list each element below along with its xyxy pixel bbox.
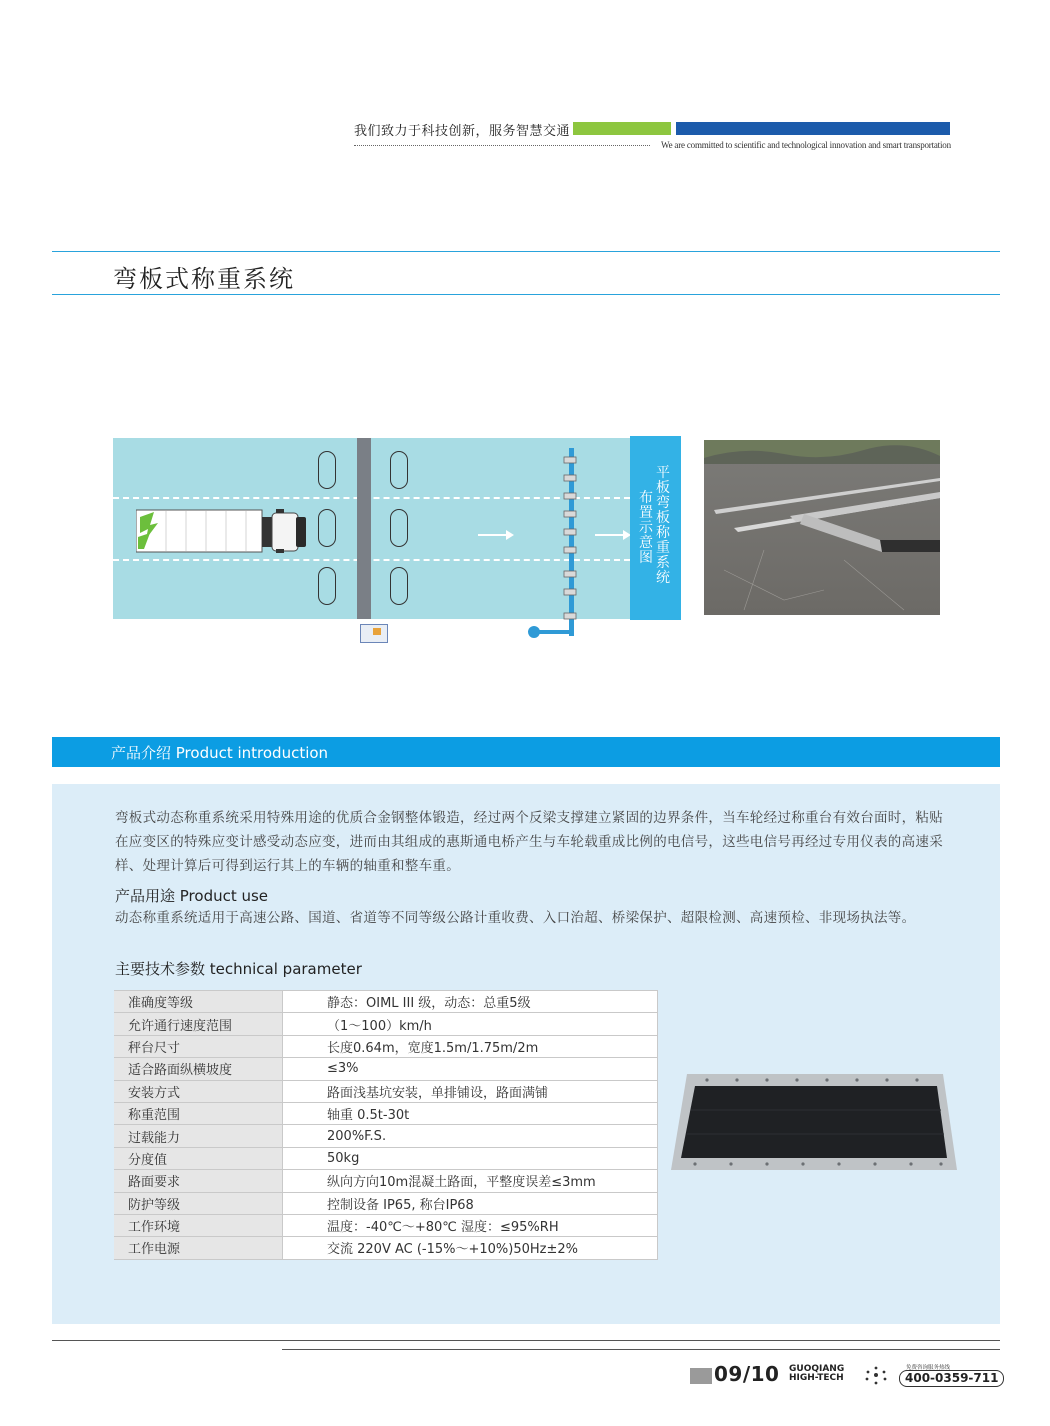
- tech-param-table: [114, 990, 658, 1260]
- bending-plate-product-image: [671, 1074, 957, 1170]
- param-key: 秤台尺寸: [114, 1035, 283, 1057]
- param-value: 路面浅基坑安装，单排铺设，路面满铺: [283, 1080, 658, 1102]
- param-key: 安装方式: [114, 1080, 283, 1102]
- tech-param-heading: 主要技术参数 technical parameter: [115, 960, 362, 978]
- param-key: 称重范围: [114, 1102, 283, 1124]
- diagram-caption-panel: [630, 436, 681, 620]
- slogan-chinese: 我们致力于科技创新，服务智慧交通: [354, 124, 571, 139]
- hotline-label: 免费咨询服务热线: [906, 1365, 951, 1371]
- title-rule-bottom: [52, 294, 1000, 295]
- param-key: 准确度等级: [114, 991, 283, 1013]
- table-row: [114, 1147, 658, 1169]
- param-key: 允许通行速度范围: [114, 1013, 283, 1035]
- table-row: [114, 1237, 658, 1259]
- slogan-english: We are committed to scientific and technological innovation and smart transportation: [661, 140, 951, 150]
- table-row: [114, 1170, 658, 1192]
- param-value: 控制设备 IP65, 称台IP68: [283, 1192, 658, 1214]
- brand-name: [789, 1365, 844, 1383]
- diagram-caption-left: 布置示意图: [639, 490, 653, 566]
- table-row: [114, 1214, 658, 1236]
- param-key: 分度值: [114, 1147, 283, 1169]
- loop-sensor: [318, 509, 336, 547]
- arrow-right-icon: [478, 530, 514, 540]
- page-number: 09/10: [714, 1362, 780, 1386]
- param-value: 温度：-40℃～+80℃ 湿度：≤95%RH: [283, 1214, 658, 1236]
- lane-divider: [113, 497, 630, 499]
- slogan-green-bar: [573, 122, 671, 135]
- truck-icon: [136, 509, 310, 553]
- table-row: [114, 1080, 658, 1102]
- table-row: [114, 1058, 658, 1080]
- table-row: [114, 1013, 658, 1035]
- road-install-photo: [704, 440, 940, 615]
- loop-sensor: [318, 451, 336, 489]
- loop-sensor: [390, 509, 408, 547]
- param-value: 静态：OIML III 级，动态：总重5级: [283, 991, 658, 1013]
- loop-sensor: [390, 567, 408, 605]
- param-value: ≤3%: [283, 1058, 658, 1080]
- param-key: 防护等级: [114, 1192, 283, 1214]
- table-row: [114, 1125, 658, 1147]
- lane-divider: [113, 559, 630, 561]
- page-title: 弯板式称重系统: [113, 265, 295, 293]
- loop-sensor: [318, 567, 336, 605]
- product-use-heading: 产品用途 Product use: [115, 887, 269, 905]
- hotline-number: 400-0359-711: [899, 1370, 1004, 1387]
- param-value: 轴重 0.5t-30t: [283, 1102, 658, 1124]
- param-value: （1～100）km/h: [283, 1013, 658, 1035]
- param-key: 过载能力: [114, 1125, 283, 1147]
- table-row: [114, 1035, 658, 1057]
- param-value: 50kg: [283, 1147, 658, 1169]
- param-key: 工作环境: [114, 1214, 283, 1236]
- table-row: [114, 991, 658, 1013]
- slogan-blue-bar: [676, 122, 950, 135]
- diagram-caption-right: 平板弯板称重系统: [656, 465, 670, 586]
- footer-rule: [282, 1349, 1000, 1350]
- hotline-icon: [864, 1365, 888, 1385]
- param-value: 交流 220V AC (-15%～+10%)50Hz±2%: [283, 1237, 658, 1259]
- param-key: 路面要求: [114, 1170, 283, 1192]
- brand-line-1: GUOQIANG: [789, 1364, 845, 1374]
- section-title: 产品介绍 Product introduction: [111, 744, 329, 762]
- table-row: [114, 1102, 658, 1124]
- arrow-right-icon: [595, 530, 631, 540]
- slogan-divider: [354, 145, 650, 146]
- param-value: 纵向方向10m混凝土路面，平整度误差≤3mm: [283, 1170, 658, 1192]
- camera-array-icon: [562, 455, 584, 625]
- param-key: 工作电源: [114, 1237, 283, 1259]
- weighing-strip: [357, 438, 371, 619]
- page-marker: [690, 1368, 712, 1384]
- param-key: 适合路面纵横坡度: [114, 1058, 283, 1080]
- param-value: 长度0.64m，宽度1.5m/1.75m/2m: [283, 1035, 658, 1057]
- product-use-text: 动态称重系统适用于高速公路、国道、省道等不同等级公路计重收费、入口治超、桥梁保护、超限检测、高速预检、非现场执法等。: [115, 910, 916, 926]
- intro-paragraph: 弯板式动态称重系统采用特殊用途的优质合金钢整体锻造，经过两个反梁支撑建立紧固的边界条件，当车轮经过称重台有效台面时，粘贴在应变区的特殊应变计感受动态应变，进而由其组成的惠斯通电桥产生与车轮载重成比例的电信号，这些电信号再经过专用仪表的高速采样、处理计算后可得到运行其上的车辆的轴重和整车重。: [115, 810, 943, 874]
- param-value: 200%F.S.: [283, 1125, 658, 1147]
- title-rule-top: [52, 251, 1000, 252]
- table-row: [114, 1192, 658, 1214]
- loop-sensor: [390, 451, 408, 489]
- footer-rule: [52, 1340, 1000, 1341]
- brand-line-2: HIGH-TECH: [789, 1373, 844, 1383]
- controller-cabinet-icon: [360, 624, 388, 643]
